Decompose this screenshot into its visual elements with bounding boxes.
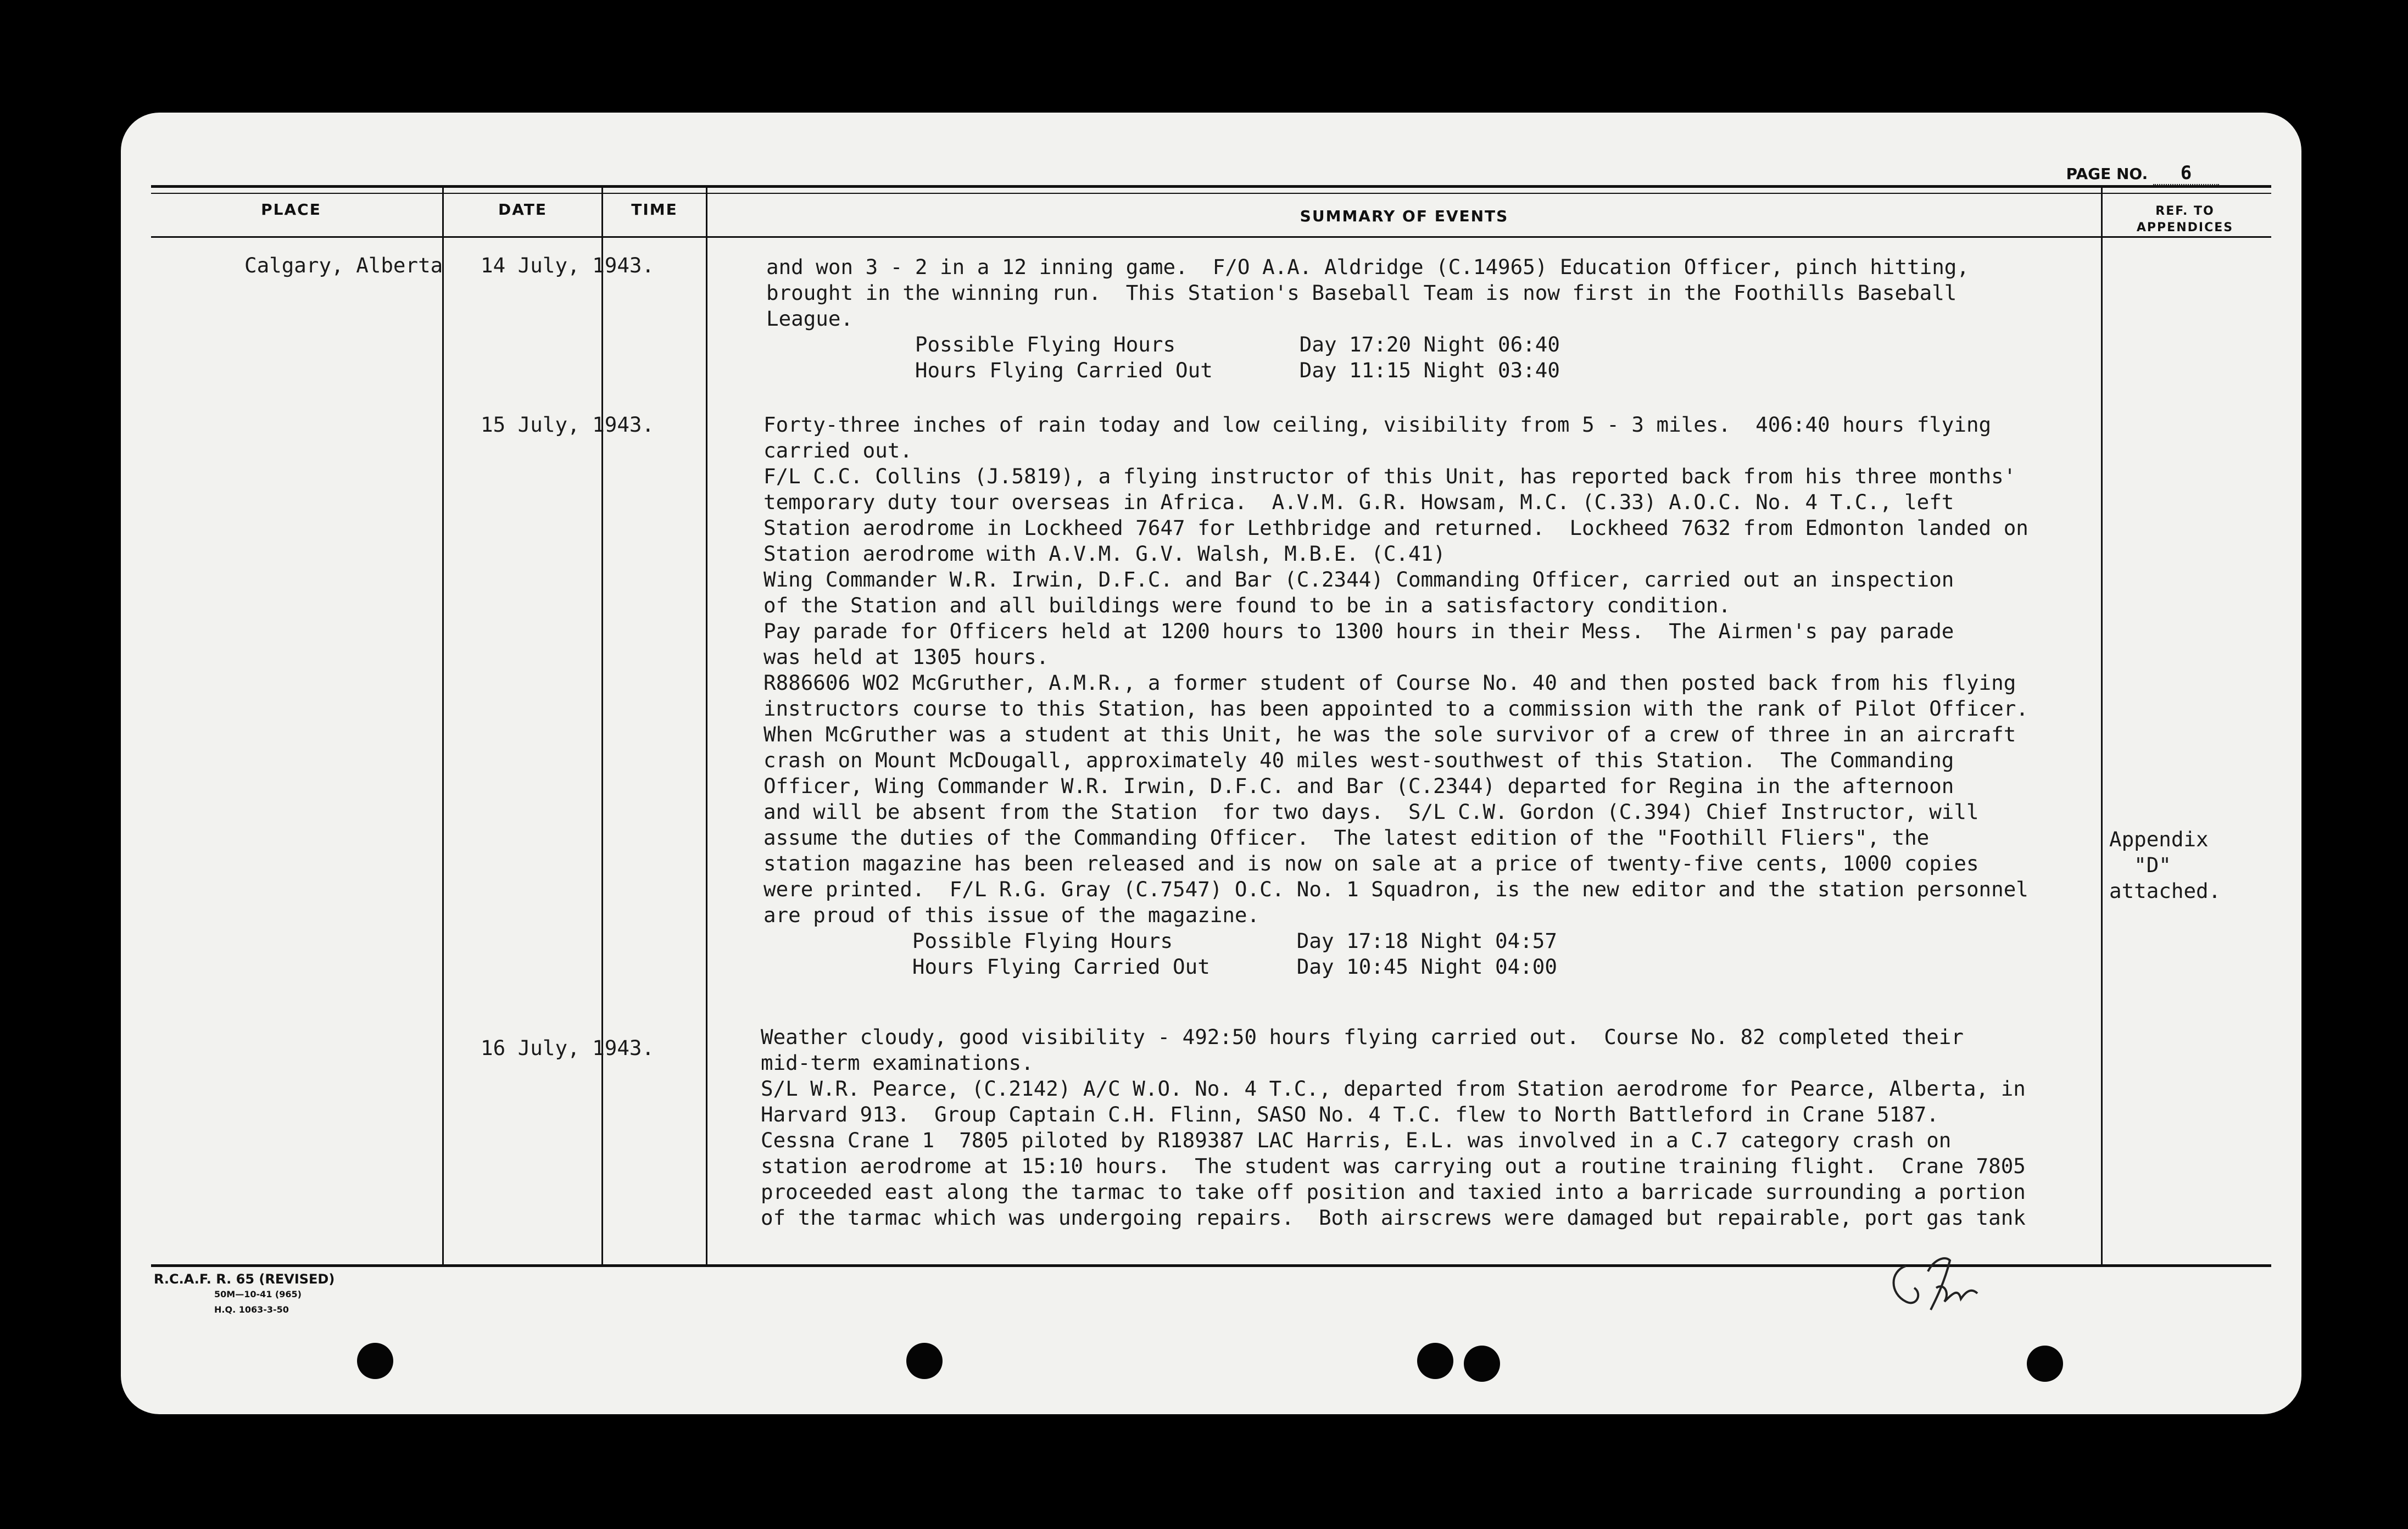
entry-date: 16 July, 1943.: [481, 1036, 655, 1060]
punch-hole: [1417, 1343, 1453, 1379]
header-time: TIME: [631, 200, 678, 219]
col-rule-place: [442, 188, 444, 1264]
col-rule-date: [601, 188, 603, 1264]
header-summary: SUMMARY OF EVENTS: [1300, 207, 1509, 225]
entry-summary: Weather cloudy, good visibility - 492:50 hours flying carried out. Course No. 82 completed their mid-term examinations. S/L W.R. Pearce, (C.2142) A/C W.O. No. 4 T.C., departed from Station aerodrome for Pearce, Alberta, in Harvard 913. Group Captain C.H. Flinn, SASO No. 4 T.C. flew to North Battleford in Crane 5187. Cessna Crane 1 7805 piloted by R189387 LAC Harris, E.L. was involved in a C.7 category crash on station aerodrome at 15:10 hours. The student was carrying out a routine training flight. Crane 7805 proceeded east along the tarmac to take off position and taxied into a barricade surrounding a portion of the tarmac which was undergoing repairs. Both airscrews were damaged but repairable, port gas tank: [761, 1025, 2026, 1230]
form-id-line2: 50M—10-41 (965): [214, 1289, 302, 1299]
entry-summary: Forty-three inches of rain today and low ceiling, visibility from 5 - 3 miles. 406:40 hours flying carried out. F/L C.C. Collins (J.5819), a flying instructor of this Unit, has reported back from his three months' temporary duty tour overseas in Africa. A.V.M. G.R. Howsam, M.C. (C.33) A.O.C. No. 4 T.C., left Station aerodrome in Lockheed 7647 for Lethbridge and returned. Lockheed 7632 from Edmonton landed on Station aerodrome with A.V.M. G.V. Walsh, M.B.E. (C.41) Wing Commander W.R. Irwin, D.F.C. and Bar (C.2344) Commanding Officer, carried out an inspection of the Station and all buildings were found to be in a satisfactory condition. Pay parade for Officers held at 1200 hours to 1300 hours in their Mess. The Airmen's pay parade was held at 1305 hours. R886606 WO2 McGruther, A.M.R., a former student of Course No. 40 and then posted back from his flying instructors course to this Station, has been appointed to a commission with the rank of Pilot Officer. When McGruther was a student at this Unit, he was the sole survivor of a crew of three in an aircraft crash on Mount McDougall, approximately 40 miles west-southwest of this Station. The Commanding Officer, Wing Commander W.R. Irwin, D.F.C. and Bar (C.2344) departed for Regina in the afternoon and will be absent from the Station for two days. S/L C.W. Gordon (C.394) Chief Instructor, will assume the duties of the Commanding Officer. The latest edition of the "Foothill Fliers", the station magazine has been released and is now on sale at a price of twenty-five cents, 1000 copies were printed. F/L R.G. Gray (C.7547) O.C. No. 1 Squadron, is the new editor and the station personnel are proud of this issue of the magazine. Possible Flying Hours Day 17:18 Night 04:57 Hours Flying Carried Out Day 10:45 Night 04:00: [763, 412, 2028, 979]
top-rule-thick: [151, 185, 2271, 188]
entry-date: 15 July, 1943.: [481, 412, 655, 437]
header-date: DATE: [498, 200, 547, 219]
form-id-line1: R.C.A.F. R. 65 (REVISED): [154, 1271, 335, 1287]
form-card: [121, 113, 2301, 1414]
col-rule-time: [706, 188, 707, 1264]
punch-hole: [906, 1343, 943, 1379]
handwritten-initials: [1884, 1249, 1994, 1332]
entry-ref-appendix: Appendix "D" attached.: [2109, 827, 2221, 903]
entry-summary: and won 3 - 2 in a 12 inning game. F/O A.A. Aldridge (C.14965) Education Officer, pinch hitting, brought in the winning run. This Station's Baseball Team is now first in the Foothills Baseball League. Possible Flying Hours Day 17:20 Night 06:40 Hours Flying Carried Out Day 11:15 Night 03:40: [766, 255, 1969, 382]
col-rule-summary: [2101, 188, 2103, 1264]
form-id-line3: H.Q. 1063-3-50: [214, 1304, 289, 1315]
header-ref-appendices: REF. TO APPENDICES: [2136, 204, 2234, 235]
entry-date: 14 July, 1943.: [481, 253, 655, 277]
page-number-value: 6: [2153, 162, 2219, 185]
punch-hole: [1464, 1346, 1500, 1382]
top-rule-thin: [151, 193, 2271, 194]
form-identifier: [154, 1271, 335, 1318]
header-place: PLACE: [261, 200, 321, 219]
entry-place: Calgary, Alberta: [244, 253, 443, 277]
page-number-label: PAGE NO.: [2066, 165, 2148, 183]
header-rule: [151, 236, 2271, 238]
punch-hole: [2027, 1346, 2063, 1382]
page-number: [2066, 162, 2220, 185]
punch-hole: [357, 1343, 393, 1379]
